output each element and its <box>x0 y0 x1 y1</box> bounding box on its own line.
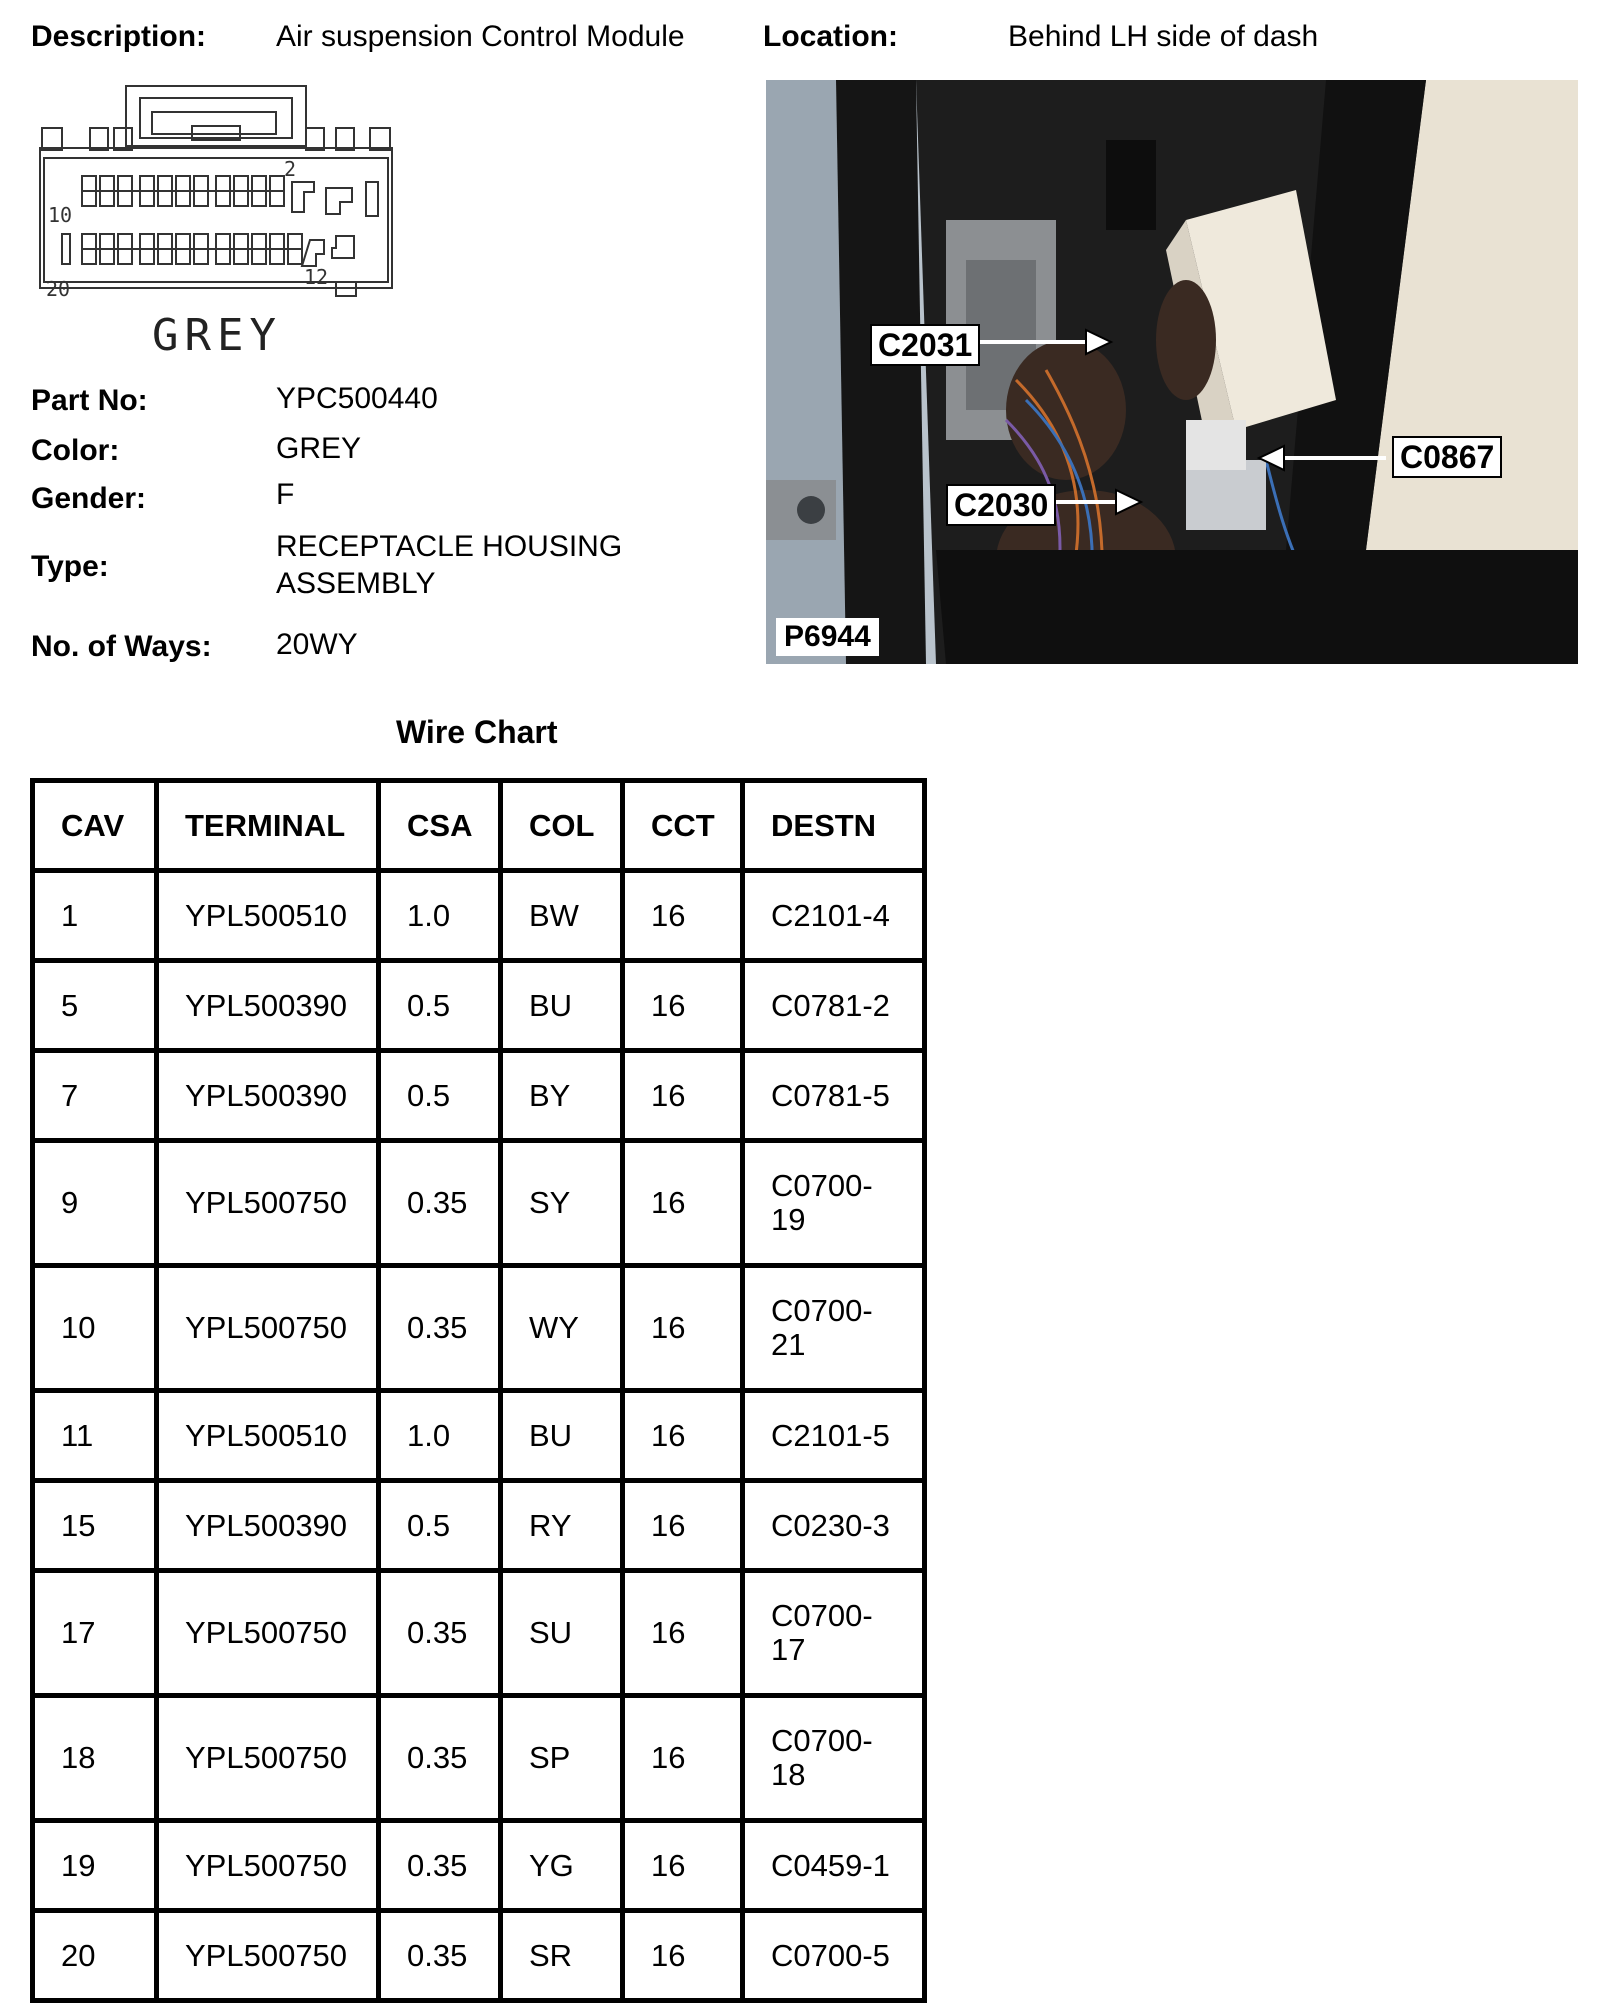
column-header: TERMINAL <box>157 781 379 871</box>
terminal-cell: YPL500390 <box>157 961 379 1051</box>
cct-cell: 16 <box>623 1821 743 1911</box>
destn-cell: C0700-5 <box>743 1911 925 2001</box>
type-value: RECEPTACLE HOUSING ASSEMBLY <box>276 530 623 600</box>
table-row <box>33 1391 925 1481</box>
destn-cell: C2101-4 <box>743 871 925 961</box>
photo-id: P6944 <box>776 618 879 656</box>
part-no-label: Part No: <box>31 384 148 417</box>
cav-cell: 9 <box>33 1141 157 1266</box>
cct-cell: 16 <box>623 1571 743 1696</box>
terminal-cell: YPL500750 <box>157 1266 379 1391</box>
table-row <box>33 1911 925 2001</box>
pin-label: 2 <box>284 157 297 181</box>
callout-c0867: C0867 <box>1392 436 1502 478</box>
csa-cell: 0.5 <box>379 961 501 1051</box>
pin-label: 20 <box>46 277 71 301</box>
color-label: Color: <box>31 434 120 467</box>
destn-cell: C0781-2 <box>743 961 925 1051</box>
csa-cell: 0.35 <box>379 1911 501 2001</box>
csa-cell: 0.35 <box>379 1696 501 1821</box>
wire-chart-title: Wire Chart <box>396 714 558 750</box>
csa-cell: 0.35 <box>379 1266 501 1391</box>
table-row <box>33 1266 925 1391</box>
cct-cell: 16 <box>623 1051 743 1141</box>
terminal-cell: YPL500750 <box>157 1911 379 2001</box>
destn-cell: C0459-1 <box>743 1821 925 1911</box>
cav-cell: 20 <box>33 1911 157 2001</box>
gender-label: Gender: <box>31 482 147 515</box>
col-cell: BW <box>501 871 623 961</box>
location-label: Location: <box>763 20 898 53</box>
csa-cell: 0.35 <box>379 1141 501 1266</box>
table-row <box>33 1481 925 1571</box>
cav-cell: 1 <box>33 871 157 961</box>
col-cell: BU <box>501 961 623 1051</box>
cav-cell: 17 <box>33 1571 157 1696</box>
cav-cell: 10 <box>33 1266 157 1391</box>
location-photo <box>766 80 1578 664</box>
wire-chart-table <box>30 778 927 2003</box>
terminal-cell: YPL500750 <box>157 1696 379 1821</box>
cav-cell: 18 <box>33 1696 157 1821</box>
col-cell: SY <box>501 1141 623 1266</box>
table-header-row <box>33 781 925 871</box>
terminal-cell: YPL500510 <box>157 871 379 961</box>
destn-cell: C0781-5 <box>743 1051 925 1141</box>
ways-label: No. of Ways: <box>31 630 212 663</box>
terminal-cell: YPL500750 <box>157 1821 379 1911</box>
callout-c2031: C2031 <box>870 324 980 366</box>
csa-cell: 1.0 <box>379 1391 501 1481</box>
table-row <box>33 1141 925 1266</box>
color-value: GREY <box>276 432 362 465</box>
destn-cell: C0230-3 <box>743 1481 925 1571</box>
terminal-cell: YPL500510 <box>157 1391 379 1481</box>
cct-cell: 16 <box>623 1391 743 1481</box>
table-row <box>33 961 925 1051</box>
table-row <box>33 1696 925 1821</box>
table-row <box>33 1571 925 1696</box>
pin-label: 12 <box>304 265 329 289</box>
column-header: COL <box>501 781 623 871</box>
column-header: DESTN <box>743 781 925 871</box>
location-value: Behind LH side of dash <box>1008 20 1319 53</box>
terminal-cell: YPL500750 <box>157 1141 379 1266</box>
cav-cell: 15 <box>33 1481 157 1571</box>
table-row <box>33 871 925 961</box>
cav-cell: 7 <box>33 1051 157 1141</box>
col-cell: YG <box>501 1821 623 1911</box>
description-value: Air suspension Control Module <box>276 20 685 53</box>
terminal-cell: YPL500390 <box>157 1481 379 1571</box>
cct-cell: 16 <box>623 1911 743 2001</box>
description-label: Description: <box>31 20 207 53</box>
cct-cell: 16 <box>623 1481 743 1571</box>
cct-cell: 16 <box>623 1696 743 1821</box>
destn-cell: C0700-19 <box>743 1141 925 1266</box>
table-row <box>33 1821 925 1911</box>
cct-cell: 16 <box>623 1141 743 1266</box>
csa-cell: 0.35 <box>379 1571 501 1696</box>
destn-cell: C0700-18 <box>743 1696 925 1821</box>
csa-cell: 0.5 <box>379 1051 501 1141</box>
col-cell: BY <box>501 1051 623 1141</box>
csa-cell: 0.35 <box>379 1821 501 1911</box>
col-cell: RY <box>501 1481 623 1571</box>
gender-value: F <box>276 478 295 511</box>
csa-cell: 1.0 <box>379 871 501 961</box>
destn-cell: C2101-5 <box>743 1391 925 1481</box>
table-row <box>33 1051 925 1141</box>
part-no-value: YPC500440 <box>276 382 438 415</box>
cav-cell: 19 <box>33 1821 157 1911</box>
cav-cell: 5 <box>33 961 157 1051</box>
column-header: CSA <box>379 781 501 871</box>
col-cell: SP <box>501 1696 623 1821</box>
terminal-cell: YPL500390 <box>157 1051 379 1141</box>
terminal-cell: YPL500750 <box>157 1571 379 1696</box>
cct-cell: 16 <box>623 1266 743 1391</box>
callout-c2030: C2030 <box>946 484 1056 526</box>
col-cell: BU <box>501 1391 623 1481</box>
col-cell: WY <box>501 1266 623 1391</box>
connector-face-diagram <box>36 84 396 324</box>
column-header: CAV <box>33 781 157 871</box>
col-cell: SR <box>501 1911 623 2001</box>
cct-cell: 16 <box>623 871 743 961</box>
pin-label: 10 <box>48 203 73 227</box>
destn-cell: C0700-17 <box>743 1571 925 1696</box>
photo-illustration <box>766 80 1578 664</box>
cav-cell: 11 <box>33 1391 157 1481</box>
connector-color-caption: GREY <box>152 310 282 361</box>
type-label: Type: <box>31 550 109 583</box>
ways-value: 20WY <box>276 628 358 661</box>
destn-cell: C0700-21 <box>743 1266 925 1391</box>
column-header: CCT <box>623 781 743 871</box>
csa-cell: 0.5 <box>379 1481 501 1571</box>
col-cell: SU <box>501 1571 623 1696</box>
cct-cell: 16 <box>623 961 743 1051</box>
